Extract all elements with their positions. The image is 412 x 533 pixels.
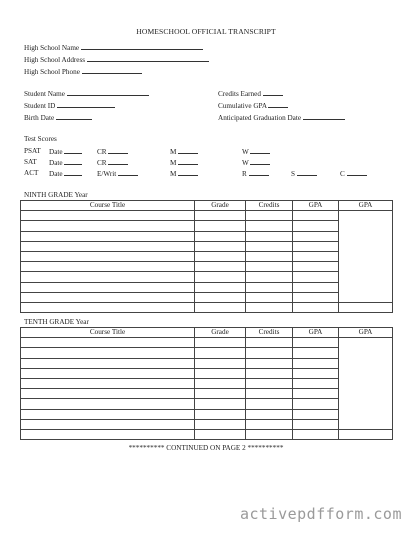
gpa-cell-2[interactable]: [339, 282, 393, 292]
grade-cell[interactable]: [195, 378, 246, 388]
gpa-cell-2[interactable]: [339, 302, 393, 312]
gpa-cell-2[interactable]: [339, 241, 393, 251]
course-title-cell[interactable]: [21, 409, 195, 419]
course-title-cell[interactable]: [21, 338, 195, 348]
tenth-grade-heading: TENTH GRADE Year: [24, 318, 89, 326]
act-r-field[interactable]: [242, 169, 269, 178]
psat-cr-line[interactable]: [108, 147, 128, 154]
gpa-cell[interactable]: [293, 409, 339, 419]
site-watermark: activepdfform.com: [239, 505, 402, 523]
course-row: [21, 251, 393, 261]
credits-cell[interactable]: [246, 231, 293, 241]
gpa-cell-2[interactable]: [339, 292, 393, 302]
grade-cell[interactable]: [195, 262, 246, 272]
act-ewrit-line[interactable]: [118, 169, 138, 176]
course-title-cell[interactable]: [21, 429, 195, 439]
student-id-field[interactable]: [24, 101, 115, 110]
act-date-label: Date: [49, 170, 63, 178]
course-title-header: Course Title: [21, 201, 195, 211]
gpa-cell[interactable]: [293, 358, 339, 368]
course-row: [21, 419, 393, 429]
gpa-cell[interactable]: [293, 378, 339, 388]
credits-cell[interactable]: [246, 241, 293, 251]
gpa-header-2: GPA: [339, 328, 393, 338]
continued-notice: ********** CONTINUED ON PAGE 2 **********: [128, 444, 284, 452]
grade-cell[interactable]: [195, 399, 246, 409]
ninth-header-row: [21, 201, 393, 211]
sat-m-field[interactable]: [170, 158, 198, 167]
grade-cell[interactable]: [195, 282, 246, 292]
gpa-cell[interactable]: [293, 419, 339, 429]
gpa-cell[interactable]: [293, 262, 339, 272]
course-row: [21, 358, 393, 368]
grade-cell[interactable]: [195, 231, 246, 241]
course-row: [21, 409, 393, 419]
student-name-label: Student Name: [24, 90, 65, 98]
student-id-label: Student ID: [24, 102, 56, 110]
credits-cell[interactable]: [246, 399, 293, 409]
sat-w-field[interactable]: [242, 158, 270, 167]
student-name-line[interactable]: [67, 89, 149, 96]
credits-cell[interactable]: [246, 389, 293, 399]
course-title-cell[interactable]: [21, 221, 195, 231]
act-date-line[interactable]: [64, 169, 82, 176]
grade-cell[interactable]: [195, 348, 246, 358]
gpa-cell[interactable]: [293, 211, 339, 221]
grade-header: Grade: [195, 328, 246, 338]
school-name-field[interactable]: [24, 43, 203, 52]
psat-w-line[interactable]: [250, 147, 270, 154]
gpa-cell[interactable]: [293, 251, 339, 261]
test-scores-heading: Test Scores: [24, 135, 57, 143]
credits-cell[interactable]: [246, 262, 293, 272]
course-row: [21, 221, 393, 231]
gpa-cell[interactable]: [293, 272, 339, 282]
tenth-header-row: [21, 328, 393, 338]
course-row: [21, 429, 393, 439]
course-row: [21, 211, 393, 221]
course-title-cell[interactable]: [21, 302, 195, 312]
grade-cell[interactable]: [195, 419, 246, 429]
ninth-grade-table: [20, 200, 393, 313]
act-s-field[interactable]: [291, 169, 317, 178]
school-address-line[interactable]: [87, 55, 209, 62]
course-row: [21, 262, 393, 272]
sat-cr-line[interactable]: [108, 158, 128, 165]
psat-w-label: W: [242, 148, 249, 156]
tenth-grade-table: [20, 327, 393, 440]
student-name-field[interactable]: [24, 89, 149, 98]
school-name-line[interactable]: [81, 43, 203, 50]
credits-cell[interactable]: [246, 211, 293, 221]
course-row: [21, 378, 393, 388]
grade-cell[interactable]: [195, 429, 246, 439]
school-address-label: High School Address: [24, 56, 86, 64]
credits-earned-line[interactable]: [263, 89, 283, 96]
graduation-date-field[interactable]: [218, 113, 345, 122]
act-r-label: R: [242, 170, 247, 178]
course-title-cell[interactable]: [21, 389, 195, 399]
act-r-line[interactable]: [249, 169, 269, 176]
gpa-cell[interactable]: [293, 368, 339, 378]
act-c-line[interactable]: [347, 169, 367, 176]
student-id-line[interactable]: [57, 101, 115, 108]
gpa-header: GPA: [293, 201, 339, 211]
ninth-grade-heading: NINTH GRADE Year: [24, 191, 88, 199]
act-s-line[interactable]: [297, 169, 317, 176]
psat-m-field[interactable]: [170, 147, 198, 156]
course-row: [21, 389, 393, 399]
gpa-cell[interactable]: [293, 231, 339, 241]
sat-date-line[interactable]: [64, 158, 82, 165]
gpa-cell[interactable]: [293, 302, 339, 312]
gpa-cell[interactable]: [293, 348, 339, 358]
gpa-cell[interactable]: [293, 282, 339, 292]
act-ewrit-field[interactable]: [97, 169, 138, 178]
course-title-cell[interactable]: [21, 231, 195, 241]
gpa-cell-2[interactable]: [339, 389, 393, 399]
grade-cell[interactable]: [195, 211, 246, 221]
course-row: [21, 241, 393, 251]
course-row: [21, 292, 393, 302]
course-title-cell[interactable]: [21, 262, 195, 272]
grade-cell[interactable]: [195, 241, 246, 251]
course-title-cell[interactable]: [21, 292, 195, 302]
course-row: [21, 272, 393, 282]
gpa-cell-2[interactable]: [339, 251, 393, 261]
course-title-cell[interactable]: [21, 399, 195, 409]
credits-earned-label: Credits Earned: [218, 90, 261, 98]
school-name-label: High School Name: [24, 44, 80, 52]
sat-cr-label: CR: [97, 159, 107, 167]
credits-cell[interactable]: [246, 338, 293, 348]
course-title-cell[interactable]: [21, 358, 195, 368]
gpa-cell-2[interactable]: [339, 378, 393, 388]
birth-date-field[interactable]: [24, 113, 92, 122]
gpa-header: GPA: [293, 328, 339, 338]
gpa-cell-2[interactable]: [339, 338, 393, 348]
cumulative-gpa-field[interactable]: [218, 101, 288, 110]
gpa-cell-2[interactable]: [339, 368, 393, 378]
course-title-cell[interactable]: [21, 211, 195, 221]
sat-label: SAT: [24, 158, 37, 166]
birth-date-label: Birth Date: [24, 114, 55, 122]
course-title-header: Course Title: [21, 328, 195, 338]
course-row: [21, 368, 393, 378]
credits-cell[interactable]: [246, 378, 293, 388]
sat-cr-field[interactable]: [97, 158, 128, 167]
sat-m-line[interactable]: [178, 158, 198, 165]
grade-cell[interactable]: [195, 251, 246, 261]
course-title-cell[interactable]: [21, 419, 195, 429]
sat-date-field[interactable]: [49, 158, 82, 167]
credits-cell[interactable]: [246, 348, 293, 358]
gpa-cell-2[interactable]: [339, 399, 393, 409]
birth-date-line[interactable]: [56, 113, 92, 120]
psat-w-field[interactable]: [242, 147, 270, 156]
cumulative-gpa-line[interactable]: [268, 101, 288, 108]
act-label: ACT: [24, 169, 39, 177]
sat-w-label: W: [242, 159, 249, 167]
course-title-cell[interactable]: [21, 348, 195, 358]
act-c-field[interactable]: [340, 169, 367, 178]
credits-cell[interactable]: [246, 409, 293, 419]
psat-cr-label: CR: [97, 148, 107, 156]
credits-earned-field[interactable]: [218, 89, 283, 98]
gpa-header-2: GPA: [339, 201, 393, 211]
course-title-cell[interactable]: [21, 282, 195, 292]
grade-cell[interactable]: [195, 338, 246, 348]
credits-cell[interactable]: [246, 282, 293, 292]
gpa-cell[interactable]: [293, 292, 339, 302]
grade-cell[interactable]: [195, 409, 246, 419]
course-title-cell[interactable]: [21, 241, 195, 251]
gpa-cell[interactable]: [293, 399, 339, 409]
psat-date-label: Date: [49, 148, 63, 156]
credits-cell[interactable]: [246, 368, 293, 378]
gpa-cell-2[interactable]: [339, 409, 393, 419]
gpa-cell-2[interactable]: [339, 358, 393, 368]
gpa-cell-2[interactable]: [339, 429, 393, 439]
credits-cell[interactable]: [246, 221, 293, 231]
credits-header: Credits: [246, 328, 293, 338]
credits-header: Credits: [246, 201, 293, 211]
gpa-cell-2[interactable]: [339, 348, 393, 358]
gpa-cell[interactable]: [293, 241, 339, 251]
grade-cell[interactable]: [195, 302, 246, 312]
course-title-cell[interactable]: [21, 378, 195, 388]
graduation-date-line[interactable]: [303, 113, 345, 120]
credits-cell[interactable]: [246, 292, 293, 302]
course-title-cell[interactable]: [21, 251, 195, 261]
act-c-label: C: [340, 170, 345, 178]
school-phone-field[interactable]: [24, 67, 142, 76]
psat-label: PSAT: [24, 147, 41, 155]
grade-cell[interactable]: [195, 358, 246, 368]
course-row: [21, 338, 393, 348]
document-title: HOMESCHOOL OFFICIAL TRANSCRIPT: [136, 27, 276, 36]
course-row: [21, 302, 393, 312]
psat-date-line[interactable]: [64, 147, 82, 154]
course-row: [21, 399, 393, 409]
credits-cell[interactable]: [246, 419, 293, 429]
gpa-cell[interactable]: [293, 429, 339, 439]
grade-cell[interactable]: [195, 292, 246, 302]
credits-cell[interactable]: [246, 429, 293, 439]
course-row: [21, 348, 393, 358]
grade-cell[interactable]: [195, 272, 246, 282]
course-row: [21, 282, 393, 292]
gpa-cell-2[interactable]: [339, 221, 393, 231]
gpa-cell[interactable]: [293, 221, 339, 231]
credits-cell[interactable]: [246, 358, 293, 368]
gpa-cell[interactable]: [293, 338, 339, 348]
school-address-field[interactable]: [24, 55, 209, 64]
course-title-cell[interactable]: [21, 272, 195, 282]
graduation-date-label: Anticipated Graduation Date: [218, 114, 302, 122]
grade-cell[interactable]: [195, 221, 246, 231]
course-title-cell[interactable]: [21, 368, 195, 378]
credits-cell[interactable]: [246, 272, 293, 282]
gpa-cell-2[interactable]: [339, 231, 393, 241]
psat-m-label: M: [170, 148, 177, 156]
psat-date-field[interactable]: [49, 147, 82, 156]
gpa-cell-2[interactable]: [339, 272, 393, 282]
school-phone-label: High School Phone: [24, 68, 80, 76]
act-m-line[interactable]: [178, 169, 198, 176]
sat-w-line[interactable]: [250, 158, 270, 165]
gpa-cell-2[interactable]: [339, 419, 393, 429]
grade-cell[interactable]: [195, 368, 246, 378]
credits-cell[interactable]: [246, 302, 293, 312]
sat-date-label: Date: [49, 159, 63, 167]
gpa-cell-2[interactable]: [339, 262, 393, 272]
psat-m-line[interactable]: [178, 147, 198, 154]
gpa-cell[interactable]: [293, 389, 339, 399]
act-m-field[interactable]: [170, 169, 198, 178]
psat-cr-field[interactable]: [97, 147, 128, 156]
grade-cell[interactable]: [195, 389, 246, 399]
act-s-label: S: [291, 170, 295, 178]
grade-header: Grade: [195, 201, 246, 211]
cumulative-gpa-label: Cumulative GPA: [218, 102, 267, 110]
school-phone-line[interactable]: [82, 67, 142, 74]
gpa-cell-2[interactable]: [339, 211, 393, 221]
course-row: [21, 231, 393, 241]
act-date-field[interactable]: [49, 169, 82, 178]
act-m-label: M: [170, 170, 177, 178]
sat-m-label: M: [170, 159, 177, 167]
credits-cell[interactable]: [246, 251, 293, 261]
act-ewrit-label: E/Writ: [97, 170, 117, 178]
